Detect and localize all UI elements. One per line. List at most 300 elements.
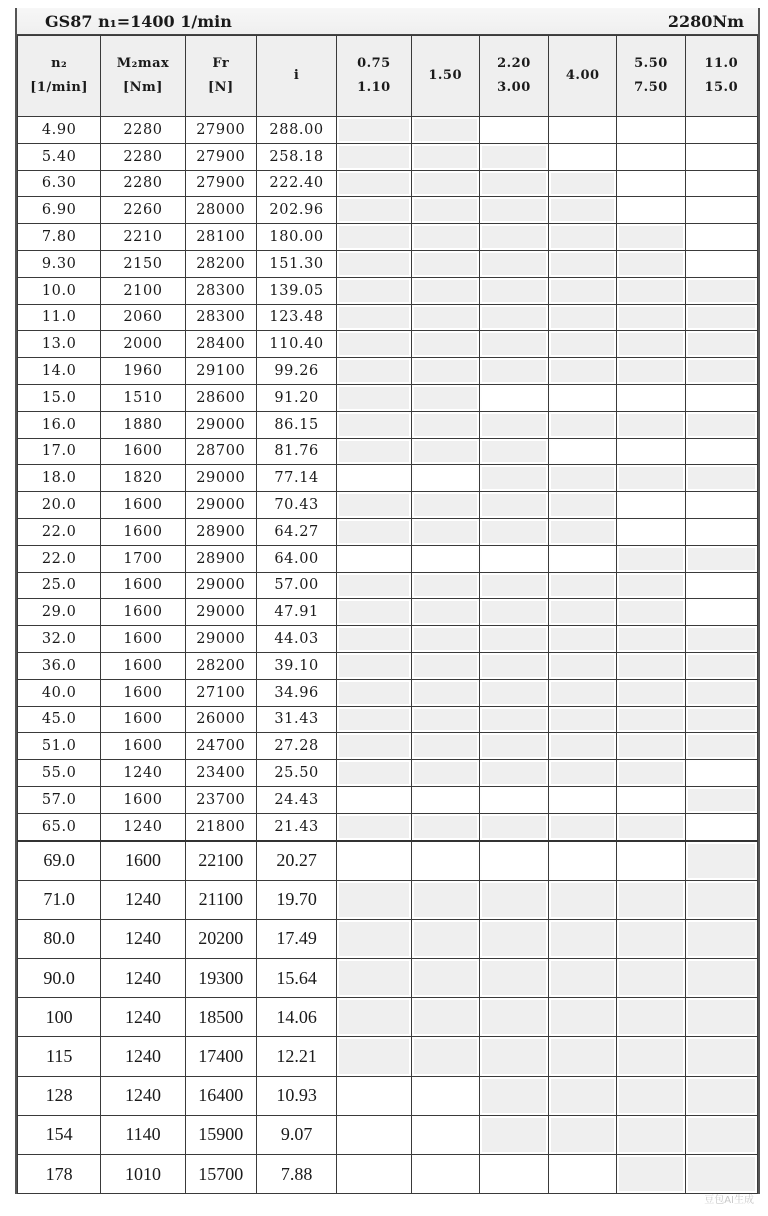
cell-fr: 29000 [185, 626, 256, 653]
power-unavailable-cell [337, 1076, 411, 1115]
cell-m2max: 1820 [101, 465, 185, 492]
table-row [18, 998, 758, 1037]
header-row [18, 36, 758, 117]
power-available-cell [617, 358, 685, 385]
power-unavailable-cell [337, 1155, 411, 1194]
power-available-cell [549, 170, 617, 197]
cell-i: 110.40 [256, 331, 336, 358]
cell-m2max: 1240 [101, 959, 185, 998]
power-available-cell [549, 706, 617, 733]
power-available-cell [685, 1076, 757, 1115]
power-available-cell [617, 250, 685, 277]
power-unavailable-cell [617, 518, 685, 545]
cell-m2max: 1600 [101, 492, 185, 519]
cell-i: 14.06 [256, 998, 336, 1037]
power-available-cell [617, 998, 685, 1037]
power-available-cell [411, 277, 479, 304]
power-unavailable-cell [479, 786, 548, 813]
col-header-ratio: i [256, 36, 336, 117]
power-available-cell [337, 384, 411, 411]
power-available-cell [617, 760, 685, 787]
table-row [18, 1115, 758, 1154]
cell-m2max: 1960 [101, 358, 185, 385]
table-row [18, 760, 758, 787]
table-row [18, 250, 758, 277]
cell-m2max: 1600 [101, 841, 185, 881]
power-unavailable-cell [685, 170, 757, 197]
power-available-cell [549, 304, 617, 331]
col-header-m2max: M₂max [Nm] [101, 36, 185, 117]
power-unavailable-cell [411, 786, 479, 813]
cell-fr: 29000 [185, 411, 256, 438]
power-available-cell [337, 626, 411, 653]
table-row [18, 518, 758, 545]
power-available-cell [685, 652, 757, 679]
cell-n2: 11.0 [18, 304, 101, 331]
table-row [18, 786, 758, 813]
cell-i: 81.76 [256, 438, 336, 465]
power-available-cell [411, 518, 479, 545]
power-available-cell [337, 250, 411, 277]
cell-n2: 4.90 [18, 117, 101, 144]
cell-n2: 45.0 [18, 706, 101, 733]
power-available-cell [337, 733, 411, 760]
cell-m2max: 1140 [101, 1115, 185, 1154]
power-unavailable-cell [411, 1115, 479, 1154]
col-header-power-1: 0.75 1.10 [337, 36, 411, 117]
power-unavailable-cell [685, 143, 757, 170]
table-row [18, 706, 758, 733]
power-available-cell [411, 438, 479, 465]
power-available-cell [337, 411, 411, 438]
cell-i: 57.00 [256, 572, 336, 599]
power-unavailable-cell [479, 545, 548, 572]
power-available-cell [337, 331, 411, 358]
power-available-cell [479, 304, 548, 331]
table-row [18, 679, 758, 706]
power-available-cell [411, 959, 479, 998]
cell-n2: 100 [18, 998, 101, 1037]
power-available-cell [549, 250, 617, 277]
power-unavailable-cell [411, 1076, 479, 1115]
power-available-cell [337, 304, 411, 331]
power-available-cell [337, 706, 411, 733]
power-unavailable-cell [685, 197, 757, 224]
power-available-cell [549, 733, 617, 760]
cell-i: 12.21 [256, 1037, 336, 1076]
cell-fr: 28900 [185, 545, 256, 572]
table-row [18, 411, 758, 438]
table-row [18, 733, 758, 760]
power-available-cell [337, 813, 411, 840]
cell-n2: 13.0 [18, 331, 101, 358]
cell-n2: 14.0 [18, 358, 101, 385]
power-available-cell [479, 197, 548, 224]
power-available-cell [617, 813, 685, 840]
cell-n2: 36.0 [18, 652, 101, 679]
power-available-cell [549, 572, 617, 599]
power-available-cell [617, 1155, 685, 1194]
power-available-cell [685, 998, 757, 1037]
power-available-cell [337, 919, 411, 958]
cell-i: 258.18 [256, 143, 336, 170]
power-available-cell [479, 626, 548, 653]
power-available-cell [479, 652, 548, 679]
cell-m2max: 1240 [101, 880, 185, 919]
cell-m2max: 1600 [101, 599, 185, 626]
cell-i: 9.07 [256, 1115, 336, 1154]
cell-fr: 18500 [185, 998, 256, 1037]
cell-m2max: 1240 [101, 1076, 185, 1115]
cell-fr: 21100 [185, 880, 256, 919]
cell-fr: 29000 [185, 572, 256, 599]
table-row [18, 813, 758, 840]
power-available-cell [479, 438, 548, 465]
power-available-cell [549, 1115, 617, 1154]
power-available-cell [685, 1155, 757, 1194]
cell-i: 21.43 [256, 813, 336, 840]
power-available-cell [479, 1076, 548, 1115]
cell-i: 180.00 [256, 224, 336, 251]
cell-fr: 29000 [185, 599, 256, 626]
cell-i: 64.27 [256, 518, 336, 545]
cell-m2max: 1600 [101, 626, 185, 653]
power-unavailable-cell [685, 250, 757, 277]
input-speed: n₁=1400 1/min [98, 11, 232, 31]
cell-i: 222.40 [256, 170, 336, 197]
cell-i: 288.00 [256, 117, 336, 144]
table-row [18, 545, 758, 572]
cell-fr: 19300 [185, 959, 256, 998]
power-available-cell [337, 599, 411, 626]
power-unavailable-cell [549, 117, 617, 144]
cell-fr: 22100 [185, 841, 256, 881]
power-available-cell [617, 919, 685, 958]
power-unavailable-cell [685, 518, 757, 545]
col-header-n2: n₂ [1/min] [18, 36, 101, 117]
power-unavailable-cell [337, 1115, 411, 1154]
power-available-cell [337, 143, 411, 170]
power-available-cell [685, 679, 757, 706]
power-unavailable-cell [617, 197, 685, 224]
power-available-cell [479, 679, 548, 706]
power-available-cell [479, 1037, 548, 1076]
power-available-cell [617, 572, 685, 599]
power-available-cell [411, 143, 479, 170]
power-available-cell [411, 304, 479, 331]
cell-n2: 6.30 [18, 170, 101, 197]
power-available-cell [479, 760, 548, 787]
power-available-cell [617, 224, 685, 251]
table-row [18, 384, 758, 411]
cell-i: 123.48 [256, 304, 336, 331]
power-available-cell [617, 880, 685, 919]
cell-fr: 28000 [185, 197, 256, 224]
power-available-cell [337, 197, 411, 224]
power-available-cell [549, 919, 617, 958]
cell-m2max: 2000 [101, 331, 185, 358]
cell-m2max: 2100 [101, 277, 185, 304]
power-unavailable-cell [685, 384, 757, 411]
power-available-cell [685, 331, 757, 358]
power-unavailable-cell [411, 465, 479, 492]
cell-i: 39.10 [256, 652, 336, 679]
power-available-cell [411, 813, 479, 840]
power-available-cell [411, 492, 479, 519]
power-available-cell [479, 277, 548, 304]
cell-n2: 10.0 [18, 277, 101, 304]
power-available-cell [617, 652, 685, 679]
power-unavailable-cell [617, 117, 685, 144]
power-available-cell [549, 760, 617, 787]
cell-fr: 24700 [185, 733, 256, 760]
power-available-cell [549, 959, 617, 998]
table-row [18, 652, 758, 679]
cell-i: 70.43 [256, 492, 336, 519]
power-available-cell [685, 733, 757, 760]
power-available-cell [549, 679, 617, 706]
power-available-cell [617, 1115, 685, 1154]
power-available-cell [617, 1037, 685, 1076]
cell-n2: 5.40 [18, 143, 101, 170]
cell-m2max: 1010 [101, 1155, 185, 1194]
power-available-cell [685, 1115, 757, 1154]
power-available-cell [479, 572, 548, 599]
col-header-power-2: 1.50 [411, 36, 479, 117]
cell-m2max: 1600 [101, 706, 185, 733]
cell-n2: 128 [18, 1076, 101, 1115]
cell-m2max: 1700 [101, 545, 185, 572]
power-unavailable-cell [549, 786, 617, 813]
power-unavailable-cell [549, 438, 617, 465]
power-available-cell [337, 1037, 411, 1076]
power-available-cell [337, 959, 411, 998]
table-row [18, 919, 758, 958]
power-unavailable-cell [549, 545, 617, 572]
table-row [18, 438, 758, 465]
power-available-cell [479, 143, 548, 170]
cell-fr: 28700 [185, 438, 256, 465]
table-row [18, 492, 758, 519]
power-available-cell [549, 465, 617, 492]
cell-n2: 90.0 [18, 959, 101, 998]
power-available-cell [549, 998, 617, 1037]
power-available-cell [617, 1076, 685, 1115]
col-header-power-5: 5.50 7.50 [617, 36, 685, 117]
power-available-cell [617, 304, 685, 331]
power-unavailable-cell [549, 1155, 617, 1194]
cell-i: 15.64 [256, 959, 336, 998]
power-available-cell [617, 331, 685, 358]
cell-fr: 26000 [185, 706, 256, 733]
power-available-cell [411, 880, 479, 919]
power-available-cell [617, 959, 685, 998]
cell-fr: 29000 [185, 492, 256, 519]
power-available-cell [685, 358, 757, 385]
table-row [18, 841, 758, 881]
power-unavailable-cell [411, 841, 479, 881]
power-available-cell [479, 1115, 548, 1154]
power-available-cell [479, 919, 548, 958]
cell-n2: 69.0 [18, 841, 101, 881]
power-unavailable-cell [685, 117, 757, 144]
power-available-cell [479, 880, 548, 919]
table-row [18, 277, 758, 304]
cell-i: 31.43 [256, 706, 336, 733]
cell-i: 77.14 [256, 465, 336, 492]
cell-fr: 23700 [185, 786, 256, 813]
power-available-cell [411, 117, 479, 144]
power-available-cell [549, 1076, 617, 1115]
power-available-cell [411, 919, 479, 958]
power-available-cell [411, 679, 479, 706]
cell-m2max: 1600 [101, 518, 185, 545]
power-available-cell [549, 358, 617, 385]
power-available-cell [617, 679, 685, 706]
power-available-cell [337, 277, 411, 304]
power-available-cell [549, 652, 617, 679]
power-available-cell [411, 358, 479, 385]
title-bar [17, 8, 758, 35]
power-available-cell [411, 572, 479, 599]
power-unavailable-cell [479, 841, 548, 881]
power-available-cell [617, 733, 685, 760]
table-row [18, 599, 758, 626]
power-unavailable-cell [685, 572, 757, 599]
table-row [18, 304, 758, 331]
power-available-cell [479, 331, 548, 358]
power-available-cell [411, 706, 479, 733]
cell-i: 151.30 [256, 250, 336, 277]
power-available-cell [617, 626, 685, 653]
cell-n2: 115 [18, 1037, 101, 1076]
power-available-cell [411, 411, 479, 438]
power-unavailable-cell [479, 117, 548, 144]
power-available-cell [685, 277, 757, 304]
power-available-cell [685, 919, 757, 958]
cell-fr: 16400 [185, 1076, 256, 1115]
cell-fr: 15900 [185, 1115, 256, 1154]
cell-n2: 7.80 [18, 224, 101, 251]
power-available-cell [685, 411, 757, 438]
power-unavailable-cell [617, 841, 685, 881]
cell-i: 64.00 [256, 545, 336, 572]
cell-i: 17.49 [256, 919, 336, 958]
cell-fr: 15700 [185, 1155, 256, 1194]
cell-fr: 21800 [185, 813, 256, 840]
cell-fr: 27900 [185, 143, 256, 170]
cell-m2max: 1240 [101, 998, 185, 1037]
cell-m2max: 1240 [101, 919, 185, 958]
cell-n2: 17.0 [18, 438, 101, 465]
power-available-cell [617, 599, 685, 626]
table-row [18, 1037, 758, 1076]
cell-i: 27.28 [256, 733, 336, 760]
power-available-cell [549, 277, 617, 304]
table-row [18, 959, 758, 998]
cell-n2: 15.0 [18, 384, 101, 411]
cell-n2: 22.0 [18, 518, 101, 545]
cell-n2: 65.0 [18, 813, 101, 840]
cell-i: 25.50 [256, 760, 336, 787]
cell-m2max: 2280 [101, 117, 185, 144]
power-available-cell [479, 170, 548, 197]
cell-fr: 29000 [185, 465, 256, 492]
cell-m2max: 1510 [101, 384, 185, 411]
table-row [18, 197, 758, 224]
power-available-cell [337, 492, 411, 519]
cell-m2max: 1600 [101, 679, 185, 706]
cell-fr: 29100 [185, 358, 256, 385]
power-available-cell [479, 358, 548, 385]
power-unavailable-cell [411, 1155, 479, 1194]
cell-m2max: 1600 [101, 652, 185, 679]
cell-m2max: 1240 [101, 760, 185, 787]
gearmotor-selection-sheet [15, 8, 760, 1194]
cell-fr: 27900 [185, 117, 256, 144]
cell-fr: 28600 [185, 384, 256, 411]
cell-fr: 28300 [185, 277, 256, 304]
power-unavailable-cell [685, 492, 757, 519]
power-unavailable-cell [617, 438, 685, 465]
cell-i: 47.91 [256, 599, 336, 626]
power-unavailable-cell [549, 384, 617, 411]
power-available-cell [479, 733, 548, 760]
power-unavailable-cell [617, 786, 685, 813]
power-available-cell [411, 170, 479, 197]
power-available-cell [411, 760, 479, 787]
table-row [18, 143, 758, 170]
power-available-cell [479, 706, 548, 733]
cell-n2: 40.0 [18, 679, 101, 706]
cell-n2: 80.0 [18, 919, 101, 958]
power-unavailable-cell [685, 813, 757, 840]
power-available-cell [617, 277, 685, 304]
power-available-cell [685, 626, 757, 653]
power-available-cell [685, 1037, 757, 1076]
cell-i: 44.03 [256, 626, 336, 653]
power-available-cell [549, 411, 617, 438]
power-available-cell [549, 518, 617, 545]
watermark: 豆包AI生成 [704, 1195, 754, 1206]
power-available-cell [337, 998, 411, 1037]
power-available-cell [549, 813, 617, 840]
cell-n2: 9.30 [18, 250, 101, 277]
power-available-cell [337, 518, 411, 545]
cell-m2max: 2280 [101, 143, 185, 170]
cell-fr: 28300 [185, 304, 256, 331]
power-available-cell [549, 599, 617, 626]
cell-i: 10.93 [256, 1076, 336, 1115]
table-row [18, 465, 758, 492]
power-available-cell [479, 224, 548, 251]
cell-n2: 18.0 [18, 465, 101, 492]
max-torque-label: 2280Nm [667, 11, 744, 31]
cell-i: 24.43 [256, 786, 336, 813]
power-unavailable-cell [685, 760, 757, 787]
power-available-cell [479, 465, 548, 492]
cell-n2: 154 [18, 1115, 101, 1154]
power-unavailable-cell [411, 545, 479, 572]
power-available-cell [685, 545, 757, 572]
cell-fr: 28200 [185, 652, 256, 679]
cell-m2max: 1600 [101, 733, 185, 760]
cell-m2max: 1240 [101, 1037, 185, 1076]
cell-n2: 178 [18, 1155, 101, 1194]
power-unavailable-cell [685, 599, 757, 626]
cell-i: 99.26 [256, 358, 336, 385]
cell-m2max: 2150 [101, 250, 185, 277]
